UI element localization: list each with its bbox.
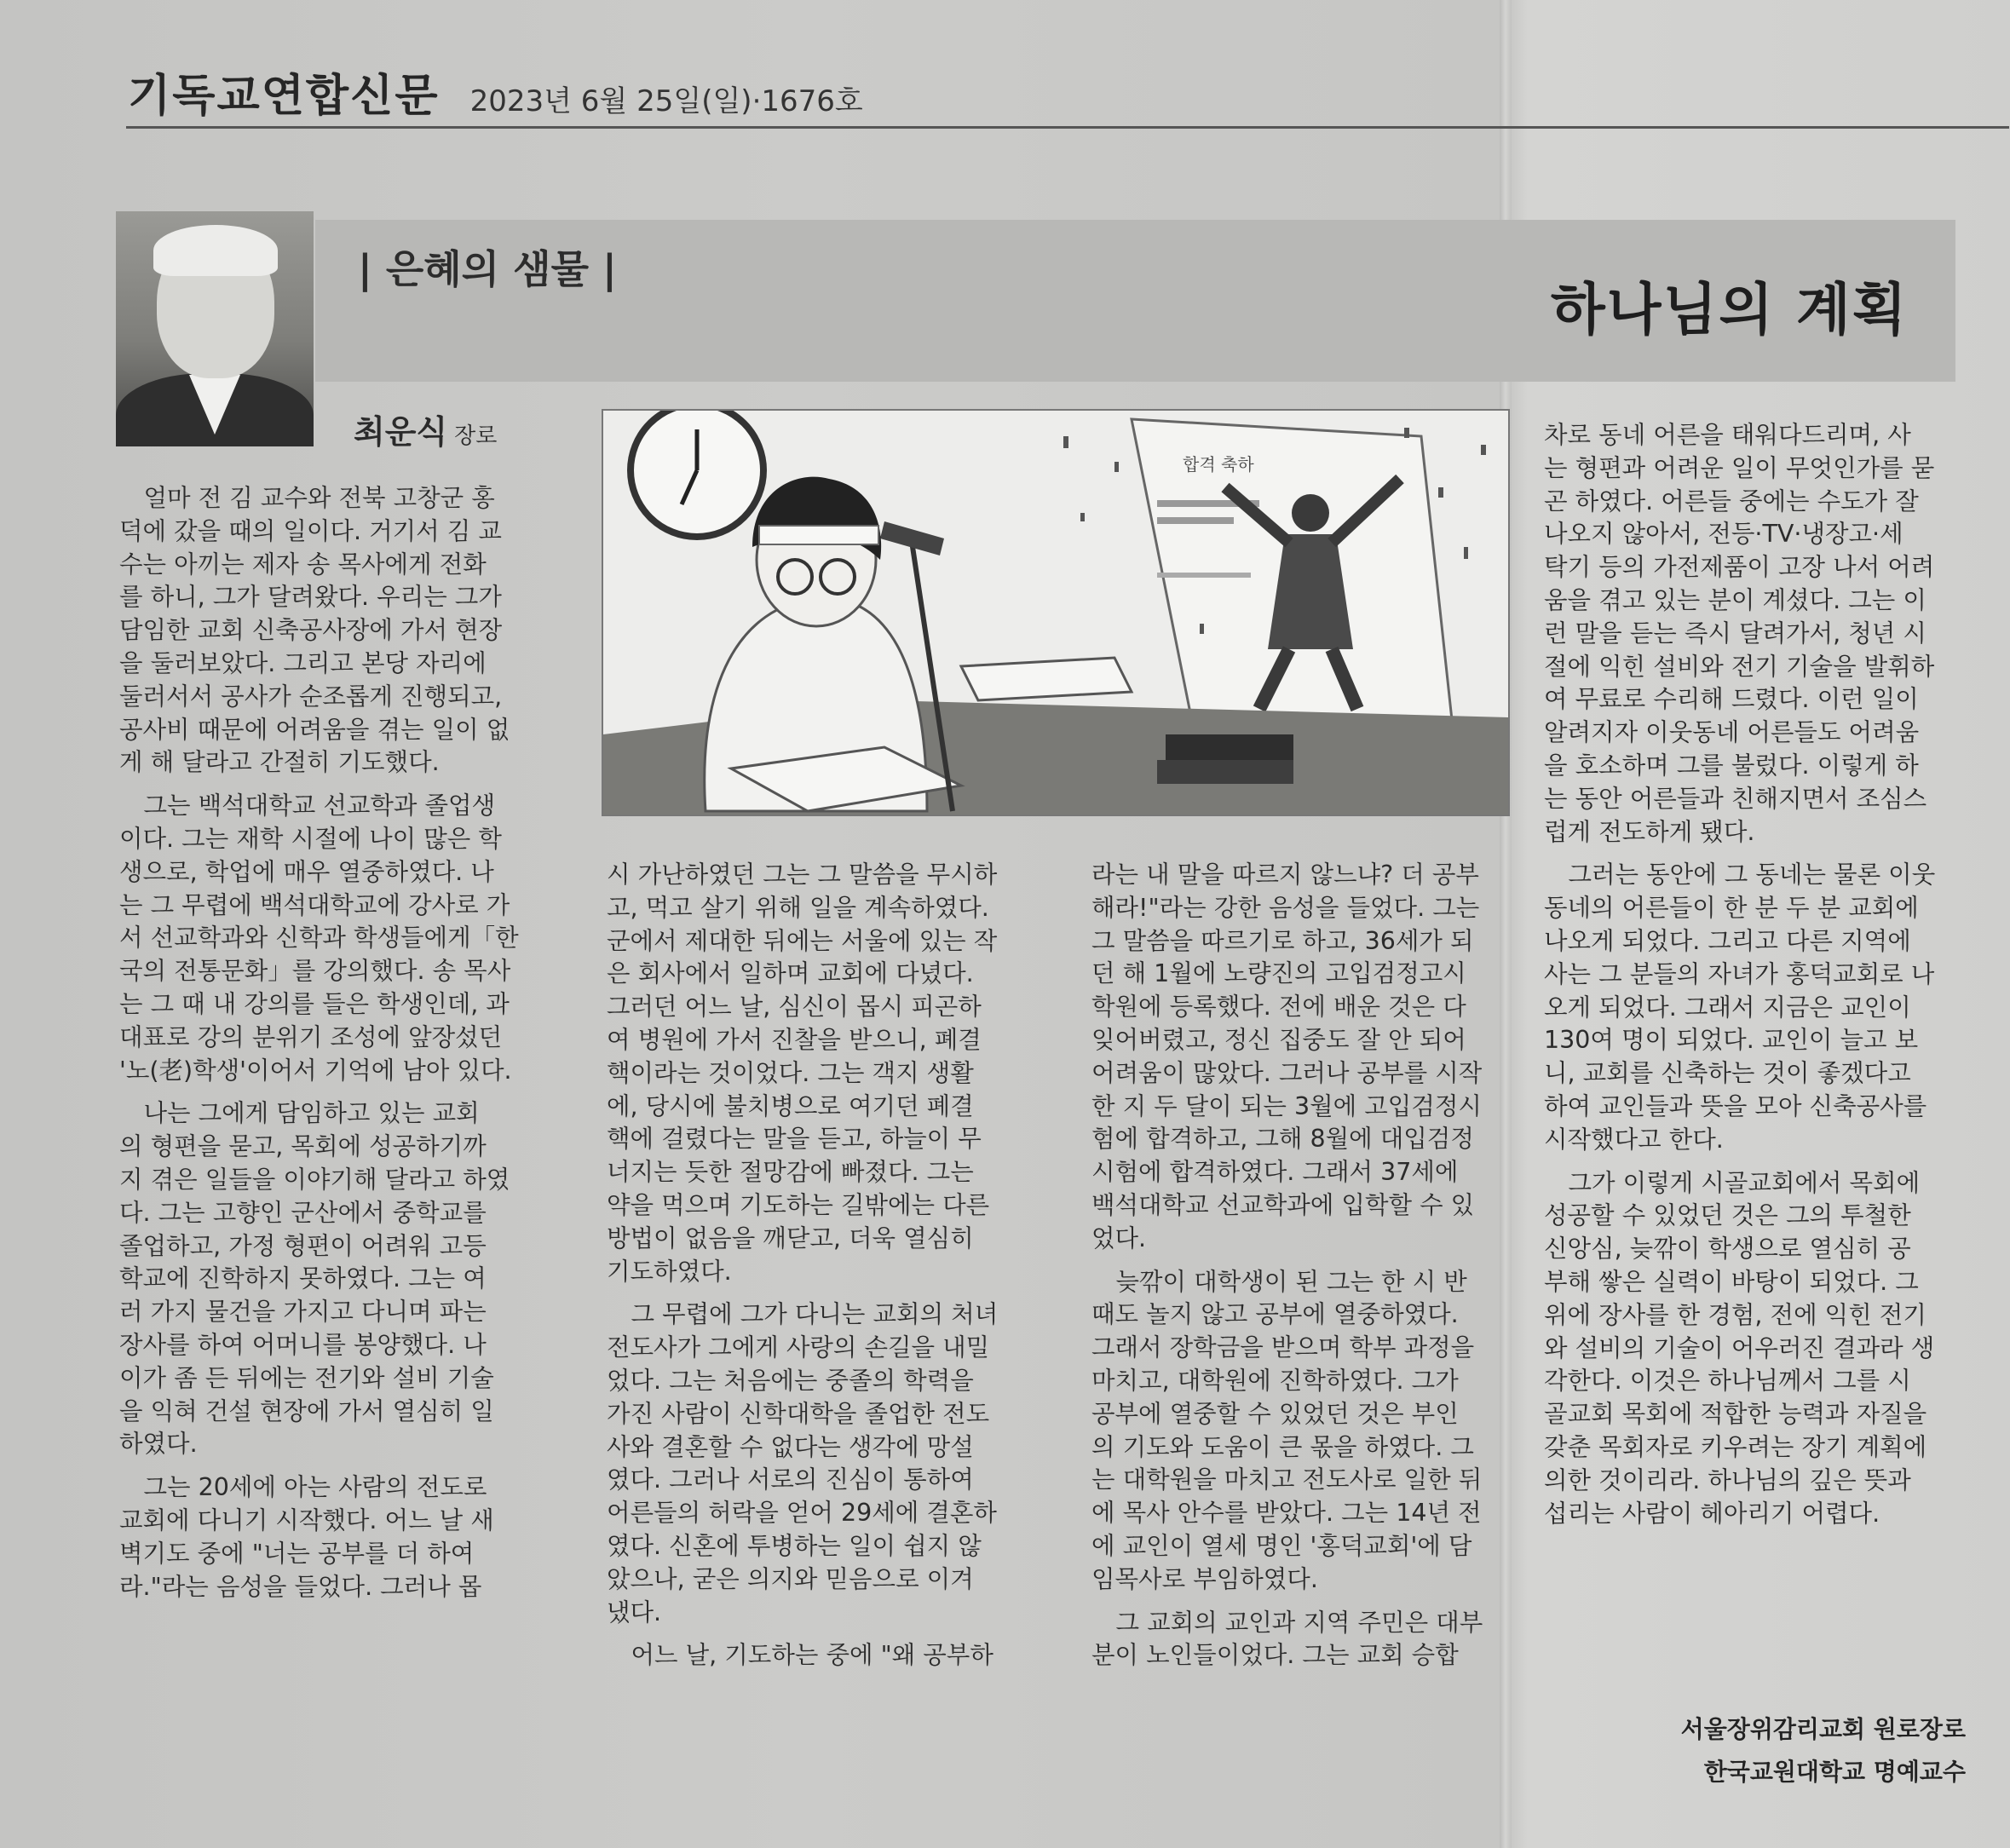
paragraph: 늦깎이 대학생이 된 그는 한 시 반 때도 놀지 않고 공부에 열중하였다. 그래서 장학금을 받으며 학부 과정을 마치고, 대학원에 진학하였다. 그가 공부에 열중할 수 있었던 것은 부인 의 기도와 도움이 큰 몫을 하였다. 그 는 대학원을 마치고 전도사로 일한 뒤 에 목사 안수를 받았다. 그는 14년 전 에 교인이 열세 명인 '홍덕교회'에 담 임목사로 부임하였다. (1091, 1267, 1483, 1593)
author-byline (354, 406, 497, 452)
paragraph: 그가 이렇게 시골교회에서 목회에 성공할 수 있었던 것은 그의 투철한 신앙심, 늦깎이 학생으로 열심히 공 부해 쌓은 실력이 바탕이 되었다. 그 위에 장사를 한 경험, 전에 익힌 전기 와 설비의 기술이 어우러진 결과라 생 각한다. 이것은 하나님께서 그를 시 골교회 목회에 적합한 능력과 자질을 갖춘 목회자로 키우려는 장기 계획에 의한 것이리라. 하나님의 깊은 뜻과 섭리는 사람이 헤아리기 어렵다. (1544, 1168, 1935, 1528)
newspaper-name: 기독교연합신문 (128, 71, 440, 122)
author-credit-church: 서울장위감리교회 원로장로 (1680, 1715, 1966, 1743)
author-photo (116, 211, 314, 446)
column-name: | 은혜의 샘물 | (358, 246, 617, 292)
paragraph: 그 교회의 교인과 지역 주민은 대부 분이 노인들이었다. 그는 교회 승합 (1091, 1608, 1483, 1670)
article-column-4 (1544, 419, 1951, 1530)
article-column-1 (119, 482, 562, 1603)
paragraph: 그러는 동안에 그 동네는 물론 이웃 동네의 어른들이 한 분 두 분 교회에 나오게 되었다. 그리고 다른 지역에 사는 그 분들의 자녀가 홍덕교회로 나 오게 되었다. 그래서 지금은 교인이 130여 명이 되었다. 교인이 늘고 보 니, 교회를 신축하는 것이 좋겠다고 하여 교인들과 뜻을 모아 신축공사를 시작했다고 한다. (1544, 861, 1936, 1154)
poster-text: 합격 축하 (1183, 454, 1254, 475)
masthead (128, 60, 863, 124)
paragraph: 그는 백석대학교 선교학과 졸업생 이다. 그는 재학 시절에 나이 많은 학 생으로, 학업에 매우 열중하였다. 나 는 그 무렵에 백석대학교에 강사로 가 서 선교학과와 신학과 학생들에게「한 국의 전통문화」를 강의했다. 송 목사 는 그 때 내 강의를 들은 학생인데, 과 대표로 강의 분위기 조성에 앞장섰던 '노(老)학생'이어서 기억에 남아 있다. (119, 792, 519, 1085)
paragraph: 나는 그에게 담임하고 있는 교회 의 형편을 묻고, 목회에 성공하기까 지 겪은 일들을 이야기해 달라고 하였 다. 그는 고향인 군산에서 중학교를 졸업하고, 가정 형편이 어려워 고등 학교에 진학하지 못하였다. 그는 여 러 가지 물건을 가지고 다니며 파는 장사를 하여 어머니를 봉양했다. 나 이가 좀 든 뒤에는 전기와 설비 기술 을 익혀 건설 현장에 가서 열심히 일 하였다. (119, 1099, 510, 1459)
article-column-3 (1091, 859, 1518, 1672)
paragraph: 차로 동네 어른을 태워다드리며, 사 는 형편과 어려운 일이 무엇인가를 묻 곤 하였다. 어른들 중에는 수도가 잘 나오지 않아서, 전등·TV·냉장고·세 탁기 등의 가전제품이 고장 나서 어려 움을 겪고 있는 분이 계셨다. 그는 이 런 말을 듣는 즉시 달려가서, 청년 시 절에 익힌 설비와 전기 기술을 발휘하 여 무료로 수리해 드렸다. 이런 일이 알려지자 이웃동네 어른들도 어려움 을 호소하며 그를 불렀다. 이렇게 하 는 동안 어른들과 친해지면서 조심스 럽게 전도하게 됐다. (1544, 421, 1935, 846)
author-credit-university: 한국교원대학교 명예교수 (1703, 1758, 1966, 1786)
article-illustration (602, 409, 1510, 816)
author-role: 장로 (454, 423, 498, 449)
paragraph: 시 가난하였던 그는 그 말씀을 무시하 고, 먹고 살기 위해 일을 계속하였다. 군에서 제대한 뒤에는 서울에 있는 작 은 회사에서 일하며 교회에 다녔다. 그러던 어느 날, 심신이 몹시 피곤하 여 병원에 가서 진찰을 받으니, 폐결 핵이라는 것이었다. 그는 객지 생활 에, 당시에 불치병으로 여기던 폐결 핵에 걸렸다는 말을 듣고, 하늘이 무 너지는 듯한 절망감에 빠졌다. 그는 약을 먹으며 기도하는 길밖에는 다른 방법이 없음을 깨닫고, 더욱 열심히 기도하였다. (607, 861, 998, 1286)
issue-date: 2023년 6월 25일(일)·1676호 (469, 84, 863, 118)
clock-icon (631, 411, 763, 537)
author-name: 최운식 (354, 413, 448, 451)
paragraph: 그는 20세에 아는 사람의 전도로 교회에 다니기 시작했다. 어느 날 새 벽기도 중에 "너는 공부를 더 하여 라."라는 음성을 들었다. 그러나 몹 (119, 1473, 494, 1601)
article-column-2 (607, 859, 1058, 1672)
paragraph: 어느 날, 기도하는 중에 "왜 공부하 (631, 1641, 993, 1670)
paragraph: 라는 내 말을 따르지 않느냐? 더 공부 해라!"라는 강한 음성을 들었다. 그는 그 말씀을 따르기로 하고, 36세가 되 던 해 1월에 노량진의 고입검정고시 학원에 등록했다. 전에 배운 것은 다 잊어버렸고, 정신 집중도 잘 안 되어 어려움이 많았다. 그러나 공부를 시작 한 지 두 달이 되는 3월에 고입검정시 험에 합격하고, 그해 8월에 대입검정 시험에 합격하였다. 그래서 37세에 백석대학교 선교학과에 입학할 수 있 었다. (1091, 861, 1483, 1252)
paragraph: 그 무렵에 그가 다니는 교회의 처녀 전도사가 그에게 사랑의 손길을 내밀 었다. 그는 처음에는 중졸의 학력을 가진 사람이 신학대학을 졸업한 전도 사와 결혼할 수 없다는 생각에 망설 였다. 그러나 서로의 진심이 통하여 어른들의 허락을 얻어 29세에 결혼하 였다. 신혼에 투병하는 일이 쉽지 않 았으나, 굳은 의지와 믿음으로 이겨 냈다. (607, 1300, 999, 1626)
paragraph: 얼마 전 김 교수와 전북 고창군 홍 덕에 갔을 때의 일이다. 거기서 김 교 수는 아끼는 제자 송 목사에게 전화 를 하니, 그가 달려왔다. 우리는 그가 담임한 교회 신축공사장에 가서 현장 을 둘러보았다. 그리고 본당 자리에 둘러서서 공사가 순조롭게 진행되고, 공사비 때문에 어려움을 겪는 일이 없 게 해 달라고 간절히 기도했다. (119, 484, 510, 777)
masthead-rule (126, 126, 2009, 129)
article-title: 하나님의 계획 (1551, 277, 1909, 343)
